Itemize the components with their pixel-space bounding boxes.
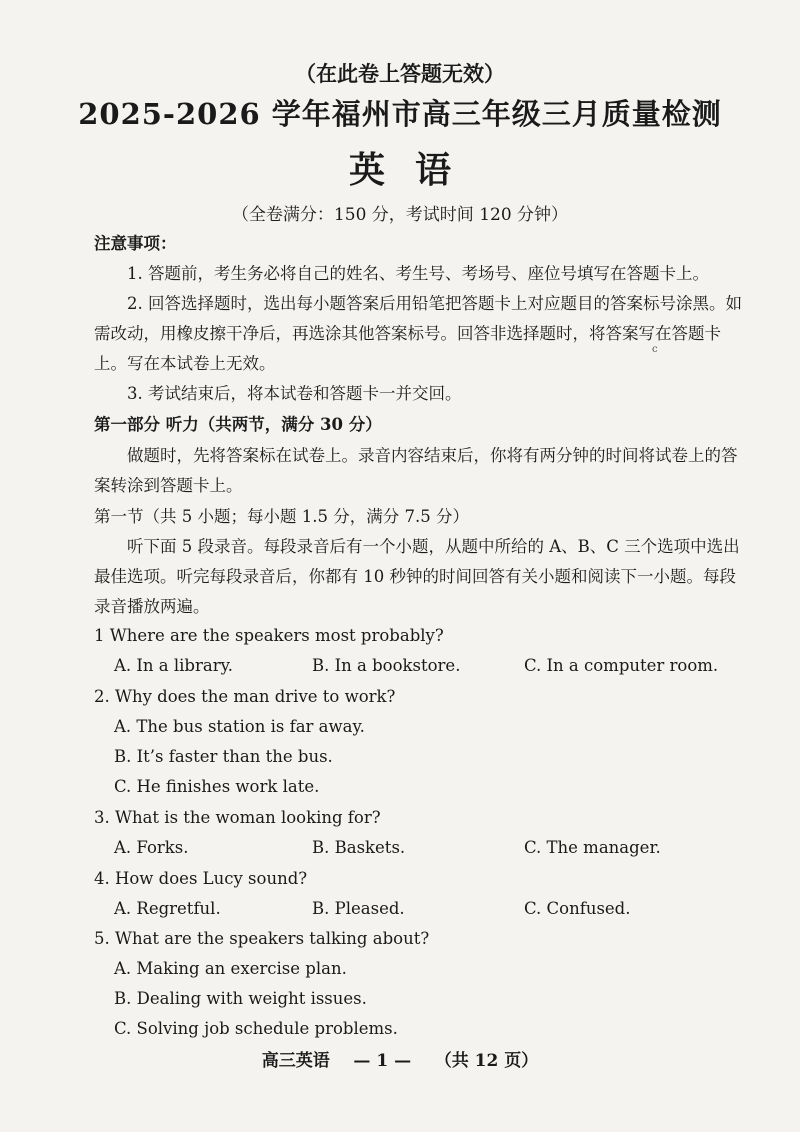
question-5-option-a: A. Making an exercise plan. bbox=[114, 959, 347, 978]
question-1-option-c: C. In a computer room. bbox=[524, 656, 719, 675]
question-3-option-a: A. Forks. bbox=[114, 838, 189, 857]
question-5-option-c: C. Solving job schedule problems. bbox=[114, 1019, 398, 1038]
question-1-stem: 1 Where are the speakers most probably? bbox=[94, 626, 444, 645]
question-2-stem: 2. Why does the man drive to work? bbox=[94, 687, 396, 706]
exam-title: 2025-2026 学年福州市高三年级三月质量检测 bbox=[78, 97, 722, 131]
question-5-stem: 5. What are the speakers talking about? bbox=[94, 929, 430, 948]
instruction-item-1: 1. 答题前，考生务必将自己的姓名、考生号、考场号、座位号填写在答题卡上。 bbox=[127, 264, 709, 283]
part1-heading: 第一部分 听力（共两节，满分 30 分） bbox=[94, 415, 382, 434]
instructions-heading: 注意事项： bbox=[94, 234, 177, 253]
question-4-option-b: B. Pleased. bbox=[312, 899, 405, 918]
question-5-option-b: B. Dealing with weight issues. bbox=[114, 989, 367, 1008]
instruction-item-2: 2. 回答选择题时，选出每小题答案后用铅笔把答题卡上对应题目的答案标号涂黑。如需改动，用橡皮擦干净后，再选涂其他答案标号。回答非选择题时，将答案写在答题卡上。写在本试卷上无效。 bbox=[94, 294, 742, 373]
question-1-option-a: A. In a library. bbox=[114, 656, 233, 675]
question-4-option-a: A. Regretful. bbox=[114, 899, 221, 918]
part1-intro: 做题时，先将答案标在试卷上。录音内容结束后，你将有两分钟的时间将试卷上的答案转涂到答题卡上。 bbox=[94, 446, 738, 495]
question-3-option-b: B. Baskets. bbox=[312, 838, 406, 857]
question-1-option-b: B. In a bookstore. bbox=[312, 656, 461, 675]
instruction-item-3: 3. 考试结束后，将本试卷和答题卡一并交回。 bbox=[127, 384, 462, 403]
footer-page-number: — 1 — bbox=[353, 1051, 412, 1071]
footer-subject: 高三英语 bbox=[261, 1051, 330, 1071]
question-4-stem: 4. How does Lucy sound? bbox=[94, 869, 308, 888]
question-2-option-b: B. It’s faster than the bus. bbox=[114, 747, 333, 766]
question-3-option-c: C. The manager. bbox=[524, 838, 661, 857]
section1-intro: 听下面 5 段录音。每段录音后有一个小题，从题中所给的 A、B、C 三个选项中选出最佳选项。听完每段录音后，你都有 10 秒钟的时间回答有关小题和阅读下一小题。每段录音播放两遍。 bbox=[94, 537, 740, 616]
footer-total-pages: （共 12 页） bbox=[434, 1051, 539, 1071]
question-3-stem: 3. What is the woman looking for? bbox=[94, 808, 381, 827]
section1-heading: 第一节（共 5 小题；每小题 1.5 分，满分 7.5 分） bbox=[94, 507, 469, 526]
invalid-answer-notice: （在此卷上答题无效） bbox=[295, 61, 505, 86]
subject-title: 英语 bbox=[348, 149, 481, 191]
question-2-option-a: A. The bus station is far away. bbox=[114, 717, 365, 736]
question-2-option-c: C. He finishes work late. bbox=[114, 777, 320, 796]
score-info: （全卷满分：150 分，考试时间 120 分钟） bbox=[231, 205, 569, 225]
stray-mark: c bbox=[652, 344, 658, 355]
page-footer bbox=[0, 1046, 800, 1071]
question-4-option-c: C. Confused. bbox=[524, 899, 631, 918]
